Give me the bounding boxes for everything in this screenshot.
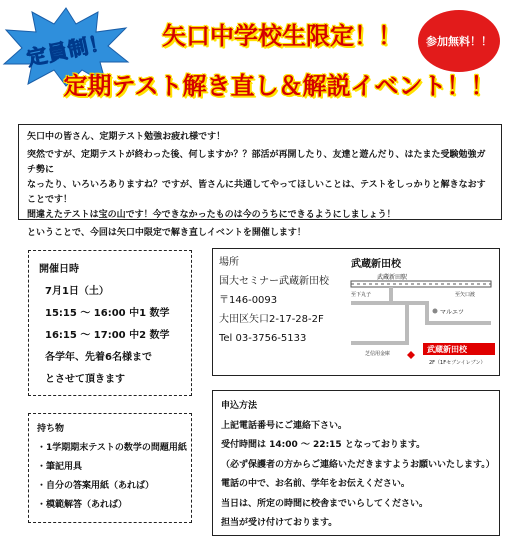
map-school-label: 武蔵新田校 bbox=[427, 345, 467, 354]
belongings-item: ・模範解答（あれば） bbox=[37, 500, 128, 510]
application-line: 電話の中で、お名前、学年をお伝えください。 bbox=[221, 479, 410, 489]
store-marker bbox=[433, 309, 438, 314]
belongings-box bbox=[28, 413, 192, 523]
intro-message bbox=[18, 124, 502, 238]
schedule-heading: 開催日時 bbox=[39, 264, 79, 275]
map-title: 武蔵新田校 bbox=[351, 259, 401, 270]
intro-line: 突然ですが、定期テストが終わった後、何しますか？？部活が再開したり、友達と遊んだり、はたまた受験勉強ガチ勢に bbox=[27, 150, 486, 175]
application-box bbox=[212, 390, 500, 536]
location-info bbox=[219, 253, 329, 348]
phone-number[interactable]: Tel 03-3756-5133 bbox=[219, 333, 307, 344]
free-badge bbox=[418, 10, 500, 72]
intro-line: なったり、いろいろありますね？ですが、皆さんに共通してやってほしいことは、テストをしっかりと解きなおすことです！ bbox=[27, 180, 486, 205]
application-line: 受付時間は 14:00 ～ 22:15 となっております。 bbox=[221, 440, 426, 450]
street-left-label: 至下丸子 bbox=[351, 292, 372, 298]
address: 大田区矢口2-17-28-2F bbox=[219, 314, 324, 325]
capacity-limit-label: 定員制！ bbox=[24, 29, 112, 71]
application-line: 上記電話番号にご連絡下さい。 bbox=[221, 420, 348, 431]
school-name: 国大セミナー武蔵新田校 bbox=[219, 276, 329, 287]
schedule-box bbox=[28, 250, 192, 396]
application-heading: 申込方法 bbox=[221, 401, 258, 411]
belongings-heading: 持ち物 bbox=[37, 424, 65, 434]
station-label: 武蔵新田駅 bbox=[377, 274, 408, 281]
intro-line: 矢口中の皆さん、定期テスト勉強お疲れ様です！ bbox=[27, 132, 226, 142]
location-box bbox=[212, 248, 500, 376]
schedule-slot-grade1: 15:15 ～ 16:00 中1 数学 bbox=[45, 308, 170, 319]
event-title-line1: 矢口中学校生限定！！ bbox=[162, 22, 402, 50]
schedule-date: 7月1日（土） bbox=[45, 286, 109, 297]
intro-line: 間違えたテストは宝の山です！今できなかったものは今のうちにできるようにしましょう！ bbox=[27, 210, 396, 220]
belongings-item: ・1学期期末テストの数学の問題用紙 bbox=[37, 443, 187, 453]
store-label: マルエツ bbox=[440, 309, 465, 316]
application-line: （必ず保護者の方からご連絡いただきますようお願いいたします。） bbox=[221, 459, 495, 470]
schedule-slot-grade2: 16:15 ～ 17:00 中2 数学 bbox=[45, 330, 170, 341]
street-right-label: 至矢口渡 bbox=[455, 292, 476, 298]
application-line: 担当が受け付けております。 bbox=[221, 518, 338, 528]
belongings-item: ・筆記用具 bbox=[37, 462, 83, 472]
access-map bbox=[347, 255, 497, 371]
capacity-note: 各学年、先着6名様まで bbox=[45, 352, 152, 363]
belongings-item: ・自分の答案用紙（あれば） bbox=[37, 481, 155, 491]
capacity-note-cont: とさせて頂きます bbox=[45, 374, 125, 385]
floor-note: 2F（1Fセブンイレブン） bbox=[429, 360, 486, 366]
school-marker-icon bbox=[407, 351, 415, 359]
location-heading: 場所 bbox=[219, 257, 239, 268]
bank-label: 芝信用金庫 bbox=[365, 351, 391, 357]
free-badge-label: 参加無料！！ bbox=[426, 35, 492, 48]
application-line: 当日は、所定の時間に校舎までいらしてください。 bbox=[221, 498, 429, 509]
event-title-line2: 定期テスト解き直し＆解説イベント！！ bbox=[63, 72, 495, 100]
intro-line: ということで、今回は矢口中限定で解き直しイベントを開催します！ bbox=[27, 228, 306, 238]
postal-code: 〒146-0093 bbox=[219, 295, 278, 306]
